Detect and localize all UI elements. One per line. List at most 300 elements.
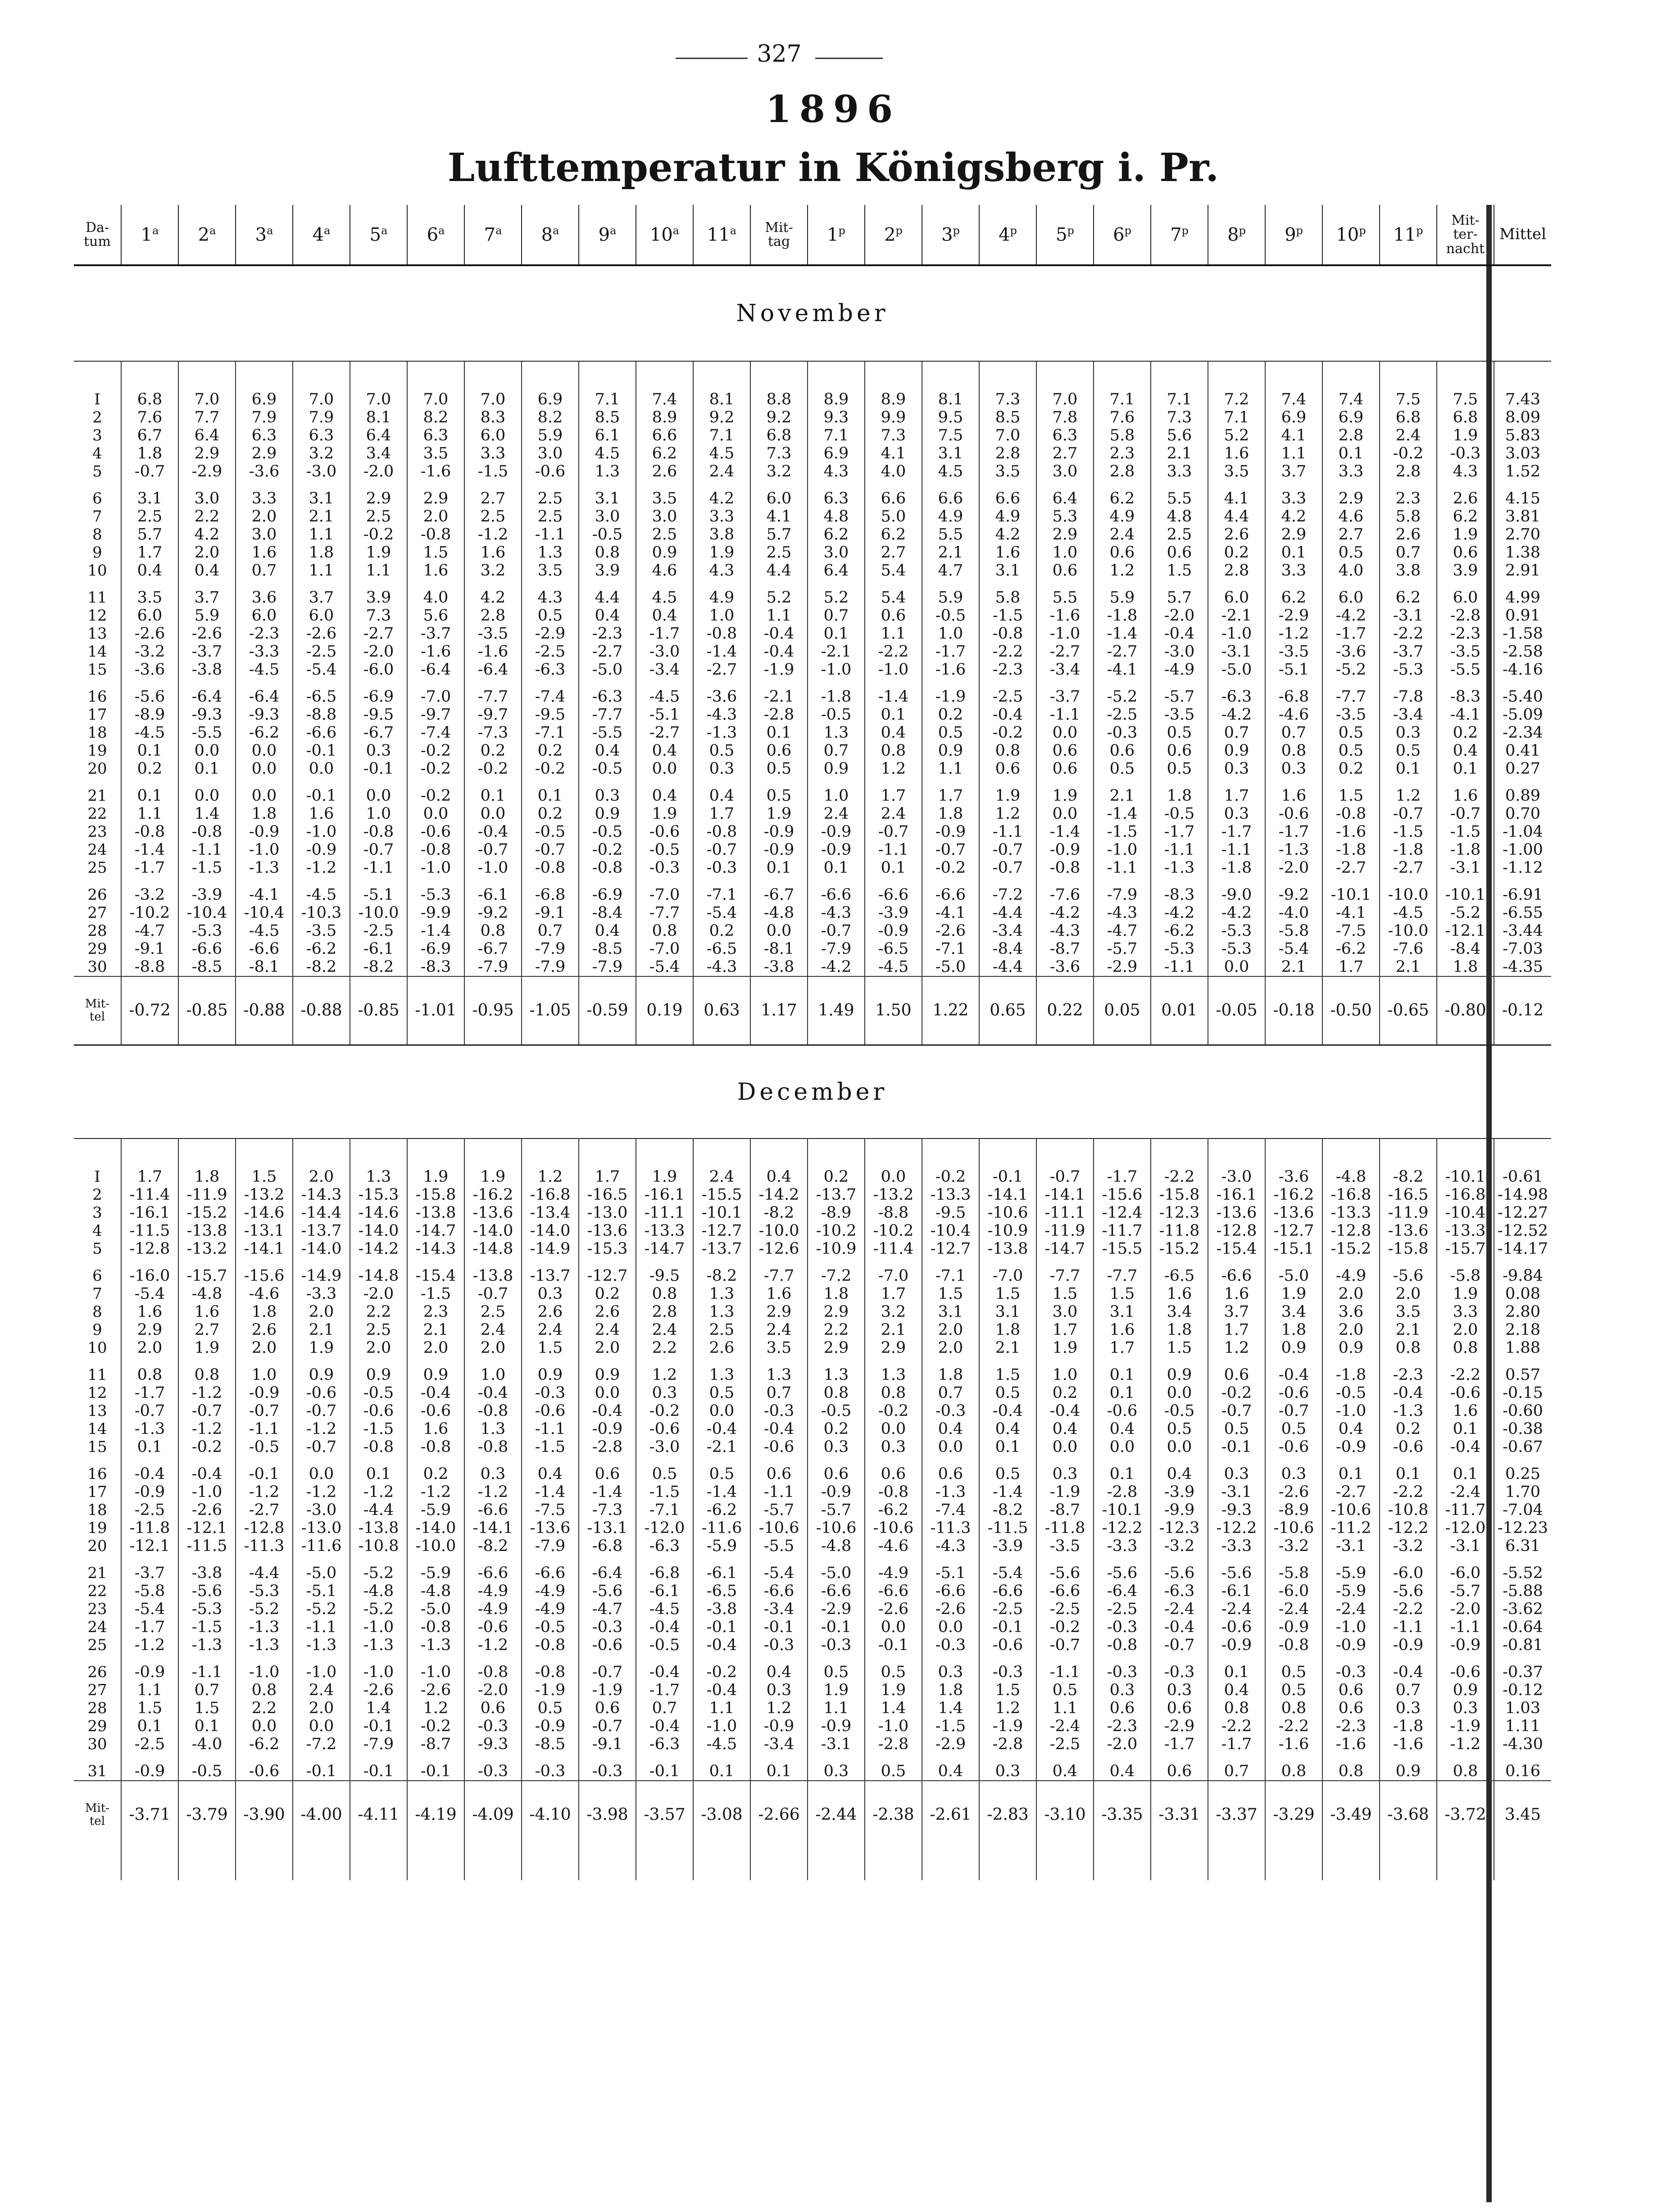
value-cell: 0.7 — [1380, 1681, 1437, 1699]
value-cell: -0.12 — [1494, 976, 1551, 1045]
value-cell: -14.2 — [750, 1186, 808, 1204]
value-cell: 7.7 — [178, 408, 236, 426]
value-cell: -6.6 — [236, 940, 293, 958]
value-cell: -10.2 — [808, 1222, 865, 1240]
value-cell: -1.0 — [407, 859, 464, 877]
value-cell: 0.1 — [1380, 1465, 1437, 1483]
value-cell: -3.08 — [693, 1781, 750, 1849]
value-cell: -0.1 — [1208, 1438, 1265, 1456]
value-cell: -1.00 — [1494, 841, 1551, 859]
day-cell: 6 — [92, 490, 102, 508]
value-cell: -2.5 — [1036, 1600, 1094, 1618]
value-cell: -5.1 — [293, 1582, 350, 1600]
value-cell: 0.8 — [636, 1285, 693, 1303]
value-cell: -2.9 — [178, 463, 236, 481]
value-cell: -13.7 — [808, 1186, 865, 1204]
value-cell: 2.3 — [1380, 490, 1437, 508]
value-cell: -3.8 — [693, 1600, 750, 1618]
value-cell: -0.5 — [808, 1402, 865, 1420]
value-cell: 2.4 — [693, 1168, 750, 1186]
value-cell: -0.5 — [579, 526, 636, 544]
value-cell: 7.3 — [350, 607, 407, 625]
value-cell: -0.8 — [1265, 1636, 1322, 1654]
value-cell: 6.8 — [1437, 408, 1494, 426]
value-cell: -0.4 — [1036, 1402, 1094, 1420]
value-cell: -15.7 — [1437, 1240, 1494, 1258]
table-row — [74, 1537, 1551, 1555]
value-cell: 1.0 — [693, 607, 750, 625]
value-cell: 1.1 — [750, 607, 808, 625]
spacer-cell — [464, 1258, 522, 1267]
header-column: 8$^p$ — [1208, 205, 1265, 265]
value-cell: -0.3 — [464, 1762, 522, 1781]
value-cell: -4.3 — [922, 1537, 979, 1555]
value-cell: 2.3 — [407, 1303, 464, 1321]
value-cell: 2.4 — [1094, 526, 1151, 544]
spacer-cell — [121, 679, 178, 688]
value-cell: -7.9 — [350, 1735, 407, 1753]
value-cell: -6.3 — [636, 1735, 693, 1753]
value-cell: -1.1 — [1151, 958, 1208, 976]
value-cell: -0.8 — [522, 859, 579, 877]
spacer-cell — [1380, 1849, 1437, 1880]
spacer-cell — [865, 580, 922, 589]
value-cell: -9.5 — [922, 1204, 979, 1222]
value-cell: -12.1 — [121, 1537, 178, 1555]
value-cell: 5.7 — [121, 526, 178, 544]
value-cell: -14.6 — [350, 1204, 407, 1222]
value-cell: -0.8 — [464, 1402, 522, 1420]
value-cell: -4.6 — [865, 1537, 922, 1555]
spacer-cell — [1094, 1849, 1151, 1880]
value-cell: -4.9 — [1322, 1267, 1380, 1285]
day-cell: 19 — [87, 742, 107, 760]
value-cell: 1.7 — [865, 1285, 922, 1303]
value-cell: 0.0 — [865, 1420, 922, 1438]
value-cell: -3.0 — [636, 643, 693, 661]
value-cell: 0.8 — [979, 742, 1036, 760]
value-cell: 1.9 — [750, 805, 808, 823]
value-cell: -7.2 — [293, 1735, 350, 1753]
value-cell: 4.4 — [750, 562, 808, 580]
value-cell: -1.1 — [178, 1663, 236, 1681]
value-cell: 0.5 — [865, 1663, 922, 1681]
spacer-cell — [1208, 481, 1265, 490]
value-cell: 1.2 — [636, 1366, 693, 1384]
value-cell: 1.6 — [1437, 1402, 1494, 1420]
value-cell: 0.3 — [1265, 760, 1322, 778]
value-cell: -2.1 — [1208, 607, 1265, 625]
spacer-cell — [236, 481, 293, 490]
day-cell: 5 — [92, 1240, 102, 1258]
value-cell: -1.3 — [922, 1483, 979, 1501]
header-column: 3$^a$ — [236, 205, 293, 265]
value-cell: -8.2 — [350, 958, 407, 976]
value-cell: 2.9 — [1265, 526, 1322, 544]
value-cell: -12.2 — [1094, 1519, 1151, 1537]
value-cell: 2.6 — [1437, 490, 1494, 508]
value-cell: -0.9 — [808, 841, 865, 859]
spacer-cell — [1036, 877, 1094, 886]
value-cell: 0.3 — [1208, 805, 1265, 823]
value-cell: -3.37 — [1208, 1781, 1265, 1849]
value-cell: 5.8 — [1094, 426, 1151, 445]
value-cell: 0.9 — [579, 805, 636, 823]
value-cell: -1.5 — [178, 859, 236, 877]
value-cell: -14.1 — [1036, 1186, 1094, 1204]
spacer-cell — [1036, 1357, 1094, 1366]
day-cell: 21 — [87, 1564, 107, 1582]
value-cell: -5.2 — [1437, 904, 1494, 922]
value-cell: -7.0 — [865, 1267, 922, 1285]
spacer-cell — [1036, 1654, 1094, 1663]
spacer-cell — [1151, 481, 1208, 490]
spacer-cell — [1265, 1258, 1322, 1267]
spacer-cell — [1036, 580, 1094, 589]
value-cell: -0.6 — [1437, 1384, 1494, 1402]
value-cell: -0.2 — [522, 760, 579, 778]
value-cell: 1.7 — [1208, 1321, 1265, 1339]
value-cell: -4.5 — [293, 886, 350, 904]
value-cell: -0.3 — [922, 1636, 979, 1654]
spacer-cell — [1380, 580, 1437, 589]
value-cell: -12.7 — [1265, 1222, 1322, 1240]
value-cell: -13.1 — [579, 1519, 636, 1537]
value-cell: -4.5 — [693, 1735, 750, 1753]
table-row — [74, 445, 1551, 463]
value-cell: -1.05 — [522, 976, 579, 1045]
value-cell: -2.83 — [979, 1781, 1036, 1849]
spacer-cell — [979, 481, 1036, 490]
value-cell: -2.7 — [1094, 643, 1151, 661]
row-spacer — [74, 1258, 1551, 1267]
value-cell: -1.2 — [1437, 1735, 1494, 1753]
spacer-cell — [1208, 1456, 1265, 1465]
table-row — [74, 1186, 1551, 1204]
spacer-cell — [693, 1139, 750, 1168]
spacer-cell — [750, 679, 808, 688]
value-cell: -1.9 — [1437, 1717, 1494, 1735]
value-cell: 1.5 — [1036, 1285, 1094, 1303]
value-cell: 3.7 — [1208, 1303, 1265, 1321]
day-cell: 11 — [87, 589, 107, 607]
spacer-cell — [922, 1456, 979, 1465]
value-cell: 0.4 — [750, 1168, 808, 1186]
value-cell: -1.1 — [1151, 841, 1208, 859]
value-cell: -0.7 — [121, 1402, 178, 1420]
value-cell: 0.1 — [121, 1438, 178, 1456]
value-cell: -0.65 — [1380, 976, 1437, 1045]
value-cell: -5.4 — [121, 1285, 178, 1303]
value-cell: -3.9 — [178, 886, 236, 904]
value-cell: 3.6 — [236, 589, 293, 607]
value-cell: 1.7 — [693, 805, 750, 823]
value-cell: -7.1 — [922, 1267, 979, 1285]
value-cell: 1.8 — [922, 1366, 979, 1384]
value-cell: 1.6 — [1208, 1285, 1265, 1303]
value-cell: -1.0 — [293, 823, 350, 841]
spacer-cell — [979, 1555, 1036, 1564]
value-cell: 3.3 — [1151, 463, 1208, 481]
value-cell: 0.16 — [1494, 1762, 1551, 1781]
value-cell: -14.1 — [979, 1186, 1036, 1204]
value-cell: -16.1 — [1208, 1186, 1265, 1204]
value-cell: 9.3 — [808, 408, 865, 426]
value-cell: 2.6 — [1380, 526, 1437, 544]
value-cell: 0.5 — [922, 724, 979, 742]
value-cell: 1.0 — [808, 787, 865, 805]
value-cell: 0.7 — [1208, 1762, 1265, 1781]
spacer-cell — [693, 361, 750, 390]
value-cell: 6.9 — [236, 390, 293, 408]
spacer-cell — [865, 1555, 922, 1564]
header-column: 2$^p$ — [865, 205, 922, 265]
value-cell: -0.7 — [1208, 1402, 1265, 1420]
value-cell: -5.3 — [1208, 922, 1265, 940]
value-cell: -4.5 — [865, 958, 922, 976]
value-cell: -2.3 — [1322, 1717, 1380, 1735]
value-cell: 3.4 — [1151, 1303, 1208, 1321]
value-cell: -0.6 — [522, 463, 579, 481]
day-cell: 8 — [92, 1303, 102, 1321]
spacer-cell — [1208, 1753, 1265, 1762]
value-cell: -1.1 — [522, 526, 579, 544]
day-cell: 14 — [87, 643, 107, 661]
day-cell: 16 — [87, 688, 107, 706]
value-cell: 4.9 — [922, 508, 979, 526]
value-cell: 1.3 — [693, 1303, 750, 1321]
value-cell: -12.27 — [1494, 1204, 1551, 1222]
value-cell: -0.1 — [750, 1618, 808, 1636]
value-cell: 0.1 — [522, 787, 579, 805]
table-row — [74, 742, 1551, 760]
value-cell: -0.9 — [121, 1762, 178, 1781]
value-cell: -2.3 — [236, 625, 293, 643]
value-cell: 0.2 — [522, 805, 579, 823]
value-cell: -1.4 — [522, 1483, 579, 1501]
day-cell: 24 — [87, 841, 107, 859]
value-cell: -6.9 — [579, 886, 636, 904]
table-row — [74, 958, 1551, 976]
header-column: 4$^p$ — [979, 205, 1036, 265]
value-cell: -3.5 — [1036, 1537, 1094, 1555]
value-cell: -13.3 — [922, 1186, 979, 1204]
value-cell: 1.0 — [350, 805, 407, 823]
value-cell: -0.5 — [636, 1636, 693, 1654]
value-cell: -0.1 — [808, 1618, 865, 1636]
value-cell: -0.9 — [121, 1483, 178, 1501]
value-cell: -0.9 — [1036, 841, 1094, 859]
value-cell: 1.8 — [1151, 1321, 1208, 1339]
day-cell: 29 — [87, 1717, 107, 1735]
value-cell: -1.3 — [1151, 859, 1208, 877]
value-cell: -1.0 — [236, 841, 293, 859]
value-cell: -13.3 — [1322, 1204, 1380, 1222]
spacer-cell — [1208, 877, 1265, 886]
value-cell: -6.0 — [1437, 1564, 1494, 1582]
value-cell: -1.6 — [407, 463, 464, 481]
value-cell: -5.9 — [407, 1501, 464, 1519]
value-cell: -0.72 — [121, 976, 178, 1045]
spacer-cell — [74, 1258, 121, 1267]
value-cell: -5.09 — [1494, 706, 1551, 724]
value-cell: 1.9 — [865, 1681, 922, 1699]
value-cell: -9.2 — [1265, 886, 1322, 904]
value-cell: -3.29 — [1265, 1781, 1322, 1849]
value-cell: -3.49 — [1322, 1781, 1380, 1849]
value-cell: 7.1 — [808, 426, 865, 445]
spacer-cell — [865, 1357, 922, 1366]
table-row — [74, 643, 1551, 661]
value-cell: 1.9 — [693, 544, 750, 562]
value-cell: -0.6 — [350, 1402, 407, 1420]
value-cell: 0.3 — [522, 1285, 579, 1303]
value-cell: 1.6 — [464, 544, 522, 562]
value-cell: 2.0 — [922, 1339, 979, 1357]
value-cell: 3.5 — [407, 445, 464, 463]
value-cell: -12.7 — [579, 1267, 636, 1285]
value-cell: 0.7 — [750, 1384, 808, 1402]
value-cell: 1.22 — [922, 976, 979, 1045]
value-cell: 0.0 — [293, 1465, 350, 1483]
value-cell: -1.3 — [293, 1636, 350, 1654]
value-cell: -3.5 — [1151, 706, 1208, 724]
value-cell: -8.4 — [579, 904, 636, 922]
value-cell: 1.52 — [1494, 463, 1551, 481]
spacer-cell — [1208, 1357, 1265, 1366]
value-cell: 8.2 — [522, 408, 579, 426]
value-cell: 3.7 — [1265, 463, 1322, 481]
spacer-cell — [808, 679, 865, 688]
spacer-cell — [636, 778, 693, 787]
value-cell: -6.4 — [1094, 1582, 1151, 1600]
spacer-cell — [293, 679, 350, 688]
value-cell: -3.10 — [1036, 1781, 1094, 1849]
value-cell: -0.1 — [350, 1762, 407, 1781]
value-cell: -4.1 — [236, 886, 293, 904]
table-row — [74, 1420, 1551, 1438]
value-cell: -9.0 — [1208, 886, 1265, 904]
value-cell: -16.5 — [1380, 1186, 1437, 1204]
value-cell: 0.5 — [1094, 760, 1151, 778]
value-cell: -1.1 — [1208, 841, 1265, 859]
value-cell: 0.4 — [1094, 1762, 1151, 1781]
value-cell: -3.4 — [636, 661, 693, 679]
spacer-cell — [1151, 1258, 1208, 1267]
value-cell: -12.1 — [178, 1519, 236, 1537]
spacer-cell — [636, 1849, 693, 1880]
spacer-cell — [121, 1456, 178, 1465]
value-cell: -10.4 — [922, 1222, 979, 1240]
value-cell: 2.1 — [865, 1321, 922, 1339]
value-cell: -0.7 — [121, 463, 178, 481]
value-cell: 0.4 — [636, 607, 693, 625]
value-cell: -2.4 — [1322, 1600, 1380, 1618]
value-cell: -16.5 — [579, 1186, 636, 1204]
value-cell: 0.2 — [1322, 760, 1380, 778]
table-row — [74, 1618, 1551, 1636]
value-cell: -0.4 — [464, 1384, 522, 1402]
spacer-cell — [121, 1654, 178, 1663]
value-cell: 3.0 — [636, 508, 693, 526]
value-cell: -9.1 — [121, 940, 178, 958]
value-cell: 4.2 — [979, 526, 1036, 544]
value-cell: -12.2 — [1380, 1519, 1437, 1537]
spacer-cell — [464, 1555, 522, 1564]
value-cell: -0.50 — [1322, 976, 1380, 1045]
value-cell: 5.5 — [1036, 589, 1094, 607]
day-cell: 2 — [92, 408, 102, 426]
spacer-cell — [1494, 679, 1551, 688]
value-cell: 0.5 — [1322, 742, 1380, 760]
spacer-cell — [865, 1849, 922, 1880]
value-cell: 2.4 — [750, 1321, 808, 1339]
value-cell: -16.8 — [1322, 1186, 1380, 1204]
value-cell: 7.0 — [293, 390, 350, 408]
value-cell: -4.9 — [464, 1582, 522, 1600]
value-cell: -0.6 — [236, 1762, 293, 1781]
value-cell: -0.3 — [979, 1663, 1036, 1681]
spacer-cell — [1380, 1258, 1437, 1267]
value-cell: 0.5 — [693, 742, 750, 760]
spacer-cell — [522, 580, 579, 589]
value-cell: 0.4 — [1036, 1420, 1094, 1438]
spacer-cell — [1494, 1357, 1551, 1366]
value-cell: -11.1 — [636, 1204, 693, 1222]
table-row — [74, 426, 1551, 445]
spacer-cell — [1094, 481, 1151, 490]
spacer-cell — [1265, 1555, 1322, 1564]
value-cell: -4.4 — [350, 1501, 407, 1519]
value-cell: 1.4 — [865, 1699, 922, 1717]
value-cell: -0.88 — [236, 976, 293, 1045]
value-cell: -7.1 — [636, 1501, 693, 1519]
value-cell: 1.8 — [1151, 787, 1208, 805]
value-cell: -0.9 — [1322, 1636, 1380, 1654]
value-cell: 0.5 — [1151, 724, 1208, 742]
table-row — [74, 1339, 1551, 1357]
value-cell: -6.6 — [922, 886, 979, 904]
value-cell: -13.7 — [293, 1222, 350, 1240]
value-cell: -15.3 — [350, 1186, 407, 1204]
spacer-cell — [1094, 778, 1151, 787]
value-cell: 7.2 — [1208, 390, 1265, 408]
spacer-cell — [1322, 1555, 1380, 1564]
value-cell: 4.5 — [579, 445, 636, 463]
value-cell: -6.8 — [636, 1564, 693, 1582]
value-cell: -0.6 — [636, 1420, 693, 1438]
spacer-cell — [750, 1139, 808, 1168]
value-cell: -4.19 — [407, 1781, 464, 1849]
spacer-cell — [407, 679, 464, 688]
value-cell: 1.0 — [1036, 1366, 1094, 1384]
value-cell: 0.0 — [464, 805, 522, 823]
value-cell: -12.7 — [693, 1222, 750, 1240]
table-row — [74, 1501, 1551, 1519]
value-cell: 6.6 — [865, 490, 922, 508]
value-cell: -15.7 — [178, 1267, 236, 1285]
table-header — [74, 205, 1551, 265]
value-cell: 0.0 — [178, 787, 236, 805]
value-cell: -11.5 — [979, 1519, 1036, 1537]
value-cell: -12.8 — [236, 1519, 293, 1537]
value-cell: -0.3 — [522, 1384, 579, 1402]
value-cell: 3.0 — [808, 544, 865, 562]
value-cell: -1.2 — [407, 1483, 464, 1501]
value-cell: -1.0 — [407, 1663, 464, 1681]
value-cell: -5.0 — [579, 661, 636, 679]
value-cell: -4.8 — [750, 904, 808, 922]
